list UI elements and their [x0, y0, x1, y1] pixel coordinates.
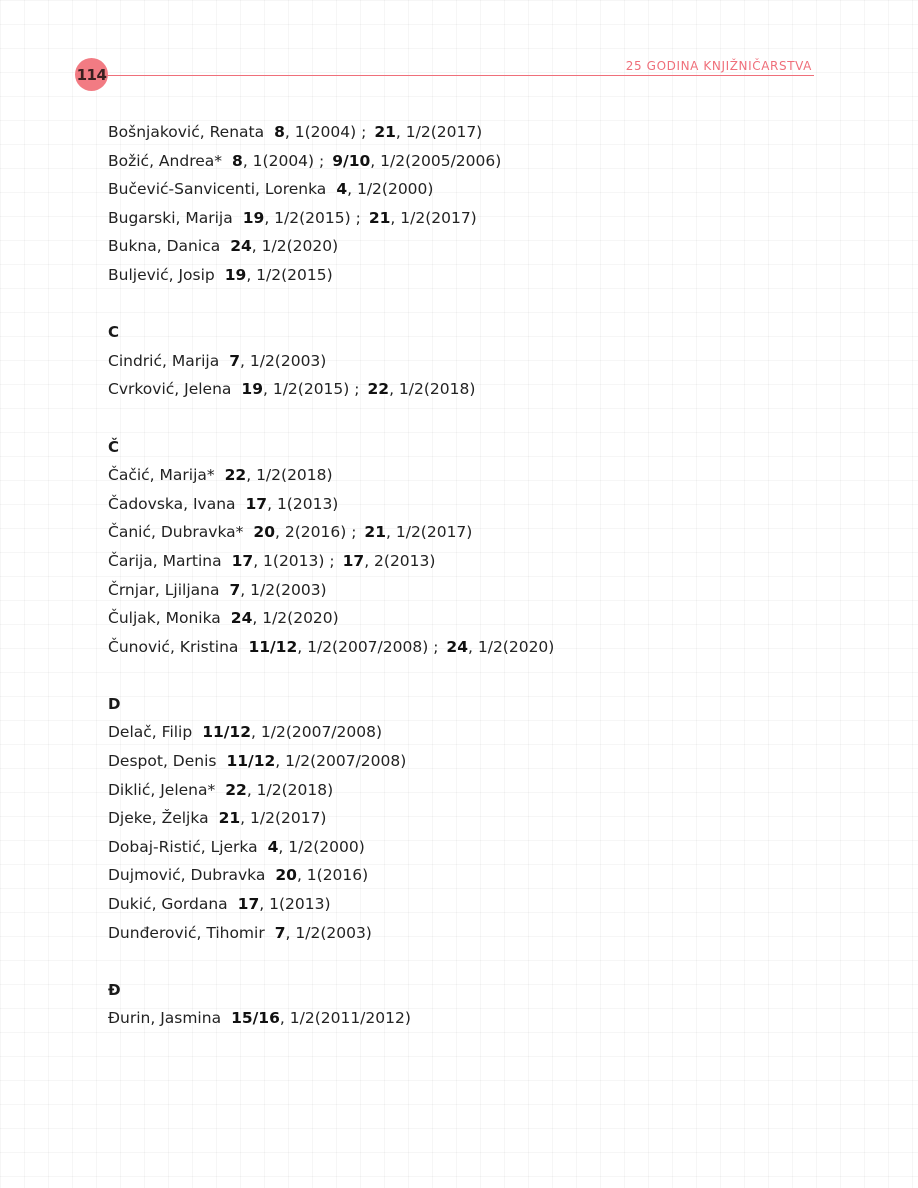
index-entry	[108, 919, 828, 948]
issue-year: , 1(2013)	[267, 494, 339, 513]
volume-number: 17	[245, 494, 268, 513]
issue-year: , 1/2(2007/2008)	[251, 723, 383, 742]
section-letter-heading: D	[108, 694, 121, 713]
index-entry	[108, 776, 828, 805]
author-name: Čanić, Dubravka*	[108, 523, 244, 542]
author-name: Đurin, Jasmina	[108, 1009, 222, 1028]
author-name: Bukna, Danica	[108, 237, 221, 256]
author-name: Cvrković, Jelena	[108, 380, 232, 399]
issue-year: , 1/2(2015)	[246, 265, 333, 284]
author-index	[108, 118, 828, 1033]
index-entry	[108, 232, 828, 261]
section-spacer	[108, 404, 828, 433]
section-letter-heading: C	[108, 323, 120, 342]
author-name: Čunović, Kristina	[108, 637, 239, 656]
volume-number: 21	[368, 208, 391, 227]
author-name: Bugarski, Marija	[108, 208, 233, 227]
volume-number: 15/16	[231, 1009, 280, 1028]
author-name: Cindrić, Marija	[108, 351, 220, 370]
issue-year: , 1/2(2018)	[246, 780, 334, 799]
volume-number: 9/10	[332, 151, 371, 170]
issue-year: , 1/2(2018)	[389, 380, 476, 399]
author-name: Dukić, Gordana	[108, 895, 228, 914]
volume-number: 8	[232, 151, 243, 170]
volume-number: 24	[230, 609, 253, 628]
issue-year: , 1/2(2003)	[240, 580, 327, 599]
issue-year: , 1/2(2017)	[386, 523, 473, 542]
index-entry	[108, 576, 828, 605]
issue-year: , 1(2004)	[242, 151, 315, 170]
author-name: Črnjar, Ljiljana	[108, 580, 220, 599]
index-entry	[108, 1004, 828, 1033]
volume-number: 19	[242, 208, 265, 227]
index-entry	[108, 861, 828, 890]
volume-number: 7	[229, 580, 241, 599]
volume-number: 11/12	[248, 637, 298, 656]
running-title: 25 GODINA KNJIŽNIČARSTVA	[625, 59, 812, 73]
page-number-badge	[75, 58, 108, 91]
author-name: Buljević, Josip	[108, 265, 215, 284]
index-entry	[108, 261, 828, 290]
volume-number: 21	[374, 123, 396, 141]
author-name: Despot, Denis	[108, 752, 217, 771]
volume-number: 21	[364, 523, 386, 542]
issue-year: , 1/2(2020)	[251, 237, 339, 256]
issue-year: , 1/2(2020)	[468, 637, 555, 656]
issue-year: , 1/2(2003)	[240, 351, 327, 370]
index-entry: Cvrković, Jelena 19, 1/2(2015) ; 22, 1/2(2018)	[108, 380, 476, 399]
volume-number: 11/12	[202, 723, 252, 742]
issue-year: , 1/2(2015)	[264, 208, 351, 227]
issue-year: , 1/2(2015)	[262, 380, 350, 399]
volume-number: 4	[267, 837, 279, 856]
index-entry	[108, 604, 828, 633]
volume-number: 20	[253, 523, 275, 542]
issue-year: , 1(2013)	[259, 895, 331, 914]
volume-number: 20	[275, 866, 297, 885]
author-name: Delač, Filip	[108, 723, 193, 742]
author-name: Diklić, Jelena*	[108, 780, 216, 799]
issue-year: , 2(2016)	[275, 523, 347, 542]
page-number: 114	[76, 65, 107, 84]
author-name: Božić, Andrea*	[108, 151, 223, 170]
index-entry	[108, 347, 828, 376]
volume-number: 22	[224, 466, 247, 485]
issue-year: , 1/2(2018)	[246, 466, 333, 485]
issue-year: , 1/2(2017)	[240, 809, 327, 828]
volume-number: 22	[225, 780, 247, 799]
issue-year: , 1/2(2000)	[278, 837, 365, 856]
section-spacer	[108, 947, 828, 976]
issue-year: , 1(2016)	[296, 866, 369, 885]
issue-year: , 1/2(2003)	[285, 923, 372, 942]
index-entry: Čarija, Martina 17, 1(2013) ; 17, 2(2013)	[108, 551, 436, 570]
index-entry: Bošnjaković, Renata 8, 1(2004) ; 21, 1/2(2017)	[108, 123, 483, 141]
issue-year: , 1/2(2005/2006)	[370, 151, 502, 170]
author-name: Čarija, Martina	[108, 551, 222, 570]
author-name: Dujmović, Dubravka	[108, 866, 266, 885]
index-entry	[108, 718, 828, 747]
author-name: Čuljak, Monika	[108, 609, 221, 628]
issue-year: , 1/2(2017)	[390, 208, 477, 227]
volume-number: 22	[367, 380, 390, 399]
section-spacer	[108, 290, 828, 319]
author-name: Djeke, Željka	[108, 809, 209, 828]
author-name: Dunđerović, Tihomir	[108, 923, 265, 942]
issue-year: , 1/2(2007/2008)	[275, 752, 407, 771]
issue-year: , 1(2004)	[284, 123, 357, 141]
volume-number: 4	[336, 180, 348, 199]
issue-year: , 1/2(2017)	[395, 123, 483, 141]
volume-number: 8	[274, 123, 285, 141]
volume-number: 11/12	[226, 752, 276, 771]
issue-year: , 1/2(2020)	[252, 609, 339, 628]
author-name: Dobaj-Ristić, Ljerka	[108, 837, 258, 856]
index-entry	[108, 804, 828, 833]
index-entry: Čunović, Kristina 11/12, 1/2(2007/2008) ; 24, 1/2(2020)	[108, 637, 555, 656]
index-entry	[108, 890, 828, 919]
volume-number: 17	[231, 551, 254, 570]
index-entry	[108, 175, 828, 204]
section-letter-heading: Đ	[108, 980, 121, 999]
index-entry	[108, 747, 828, 776]
issue-year: , 2(2013)	[364, 551, 436, 570]
volume-number: 24	[446, 637, 468, 656]
section-letter-heading: Č	[108, 437, 120, 456]
index-entry	[108, 461, 828, 490]
index-entry	[108, 490, 828, 519]
volume-number: 19	[224, 265, 247, 284]
author-name: Čadovska, Ivana	[108, 494, 236, 513]
issue-year: , 1/2(2000)	[347, 180, 434, 199]
volume-number: 21	[218, 809, 241, 828]
header-rule	[94, 75, 814, 76]
volume-number: 24	[230, 237, 252, 256]
section-spacer	[108, 661, 828, 690]
volume-number: 7	[229, 351, 240, 370]
index-entry: Čanić, Dubravka* 20, 2(2016) ; 21, 1/2(2017)	[108, 523, 473, 542]
author-name: Čačić, Marija*	[108, 466, 215, 485]
volume-number: 17	[237, 895, 260, 914]
author-name: Bučević-Sanvicenti, Lorenka	[108, 180, 327, 199]
issue-year: , 1(2013)	[253, 551, 325, 570]
author-name: Bošnjaković, Renata	[108, 123, 265, 141]
volume-number: 19	[241, 380, 263, 399]
volume-number: 17	[342, 551, 365, 570]
issue-year: , 1/2(2011/2012)	[279, 1009, 411, 1028]
issue-year: , 1/2(2007/2008)	[297, 637, 429, 656]
index-entry: Božić, Andrea* 8, 1(2004) ; 9/10, 1/2(2005/2006)	[108, 151, 502, 170]
volume-number: 7	[274, 923, 286, 942]
index-entry: Bugarski, Marija 19, 1/2(2015) ; 21, 1/2(2017)	[108, 208, 477, 227]
index-entry	[108, 833, 828, 862]
